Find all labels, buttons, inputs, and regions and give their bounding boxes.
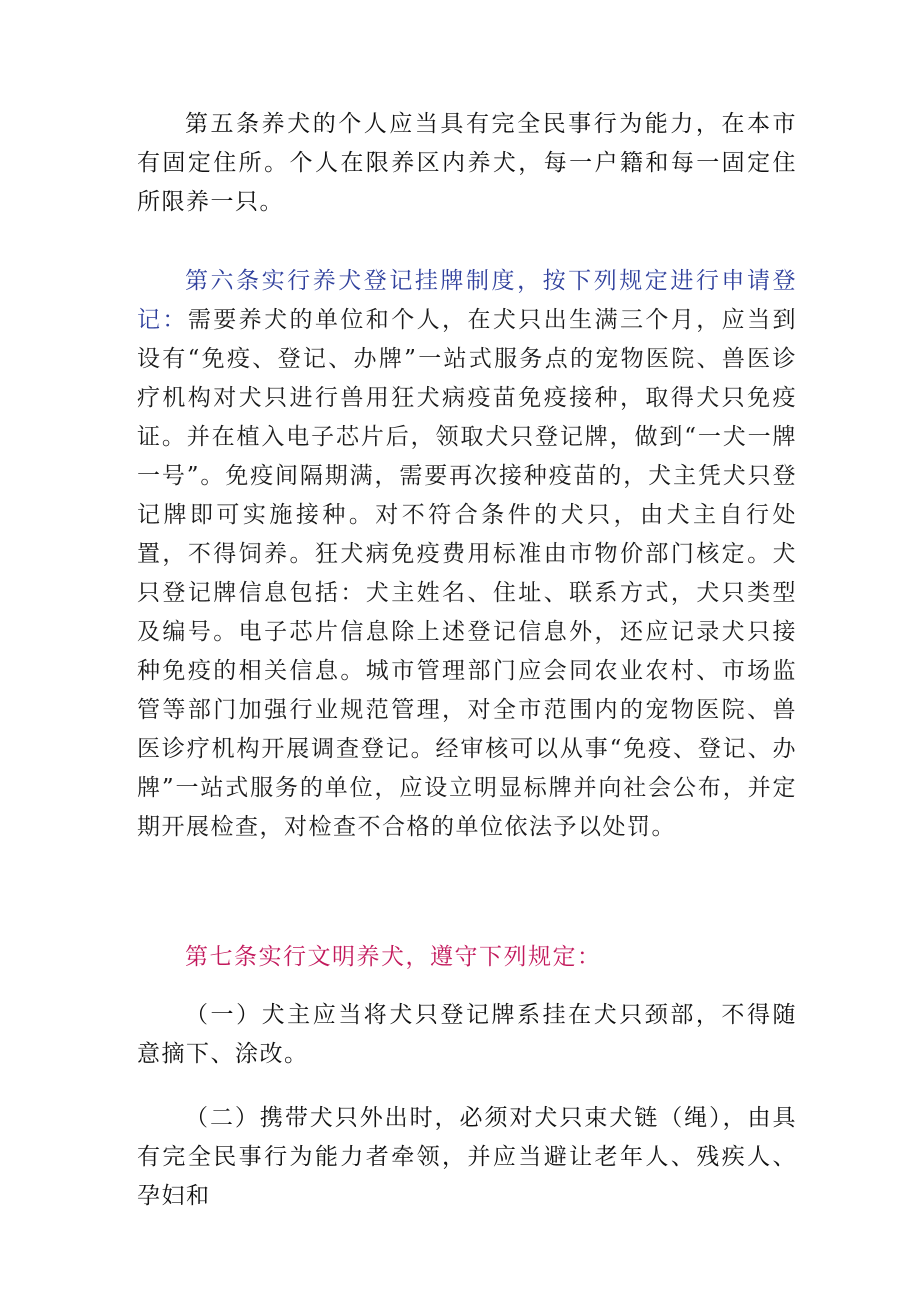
article-7-item-1: （一）犬主应当将犬只登记牌系挂在犬只颈部，不得随意摘下、涂改。 (137, 1002, 797, 1067)
article-6-heading: 第六条实行养犬登记挂牌制度，按下列规定进行申请登记： (137, 268, 797, 333)
article-6-paragraph (137, 262, 797, 847)
article-7-item-2: （二）携带犬只外出时，必须对犬只束犬链（绳），由具有完全民事行为能力者牵领，并应当避让老年人、残疾人、孕妇和 (137, 1105, 797, 1209)
article-7-heading: 第七条实行文明养犬，遵守下列规定： (185, 944, 602, 970)
article-5-paragraph: 第五条养犬的个人应当具有完全民事行为能力，在本市有固定住所。个人在限养区内养犬，每一户籍和每一固定住所限养一只。 (137, 111, 797, 215)
article-6-body: 需要养犬的单位和个人，在犬只出生满三个月，应当到设有“免疫、登记、办牌”一站式服务点的宠物医院、兽医诊疗机构对犬只进行兽用狂犬病疫苗免疫接种，取得犬只免疫证。并在植入电子芯片后，领取犬只登记牌，做到“一犬一牌一号”。免疫间隔期满，需要再次接种疫苗的，犬主凭犬只登记牌即可实施接种。对不符合条件的犬只，由犬主自行处置，不得饲养。狂犬病免疫费用标准由市物价部门核定。犬只登记牌信息包括：犬主姓名、住址、联系方式，犬只类型及编号。电子芯片信息除上述登记信息外，还应记录犬只接种免疫的相关信息。城市管理部门应会同农业农村、市场监管等部门加强行业规范管理，对全市范围内的宠物医院、兽医诊疗机构开展调查登记。经审核可以从事“免疫、登记、办牌”一站式服务的单位，应设立明显标牌并向社会公布，并定期开展检查，对检查不合格的单位依法予以处罚。 (137, 307, 798, 840)
